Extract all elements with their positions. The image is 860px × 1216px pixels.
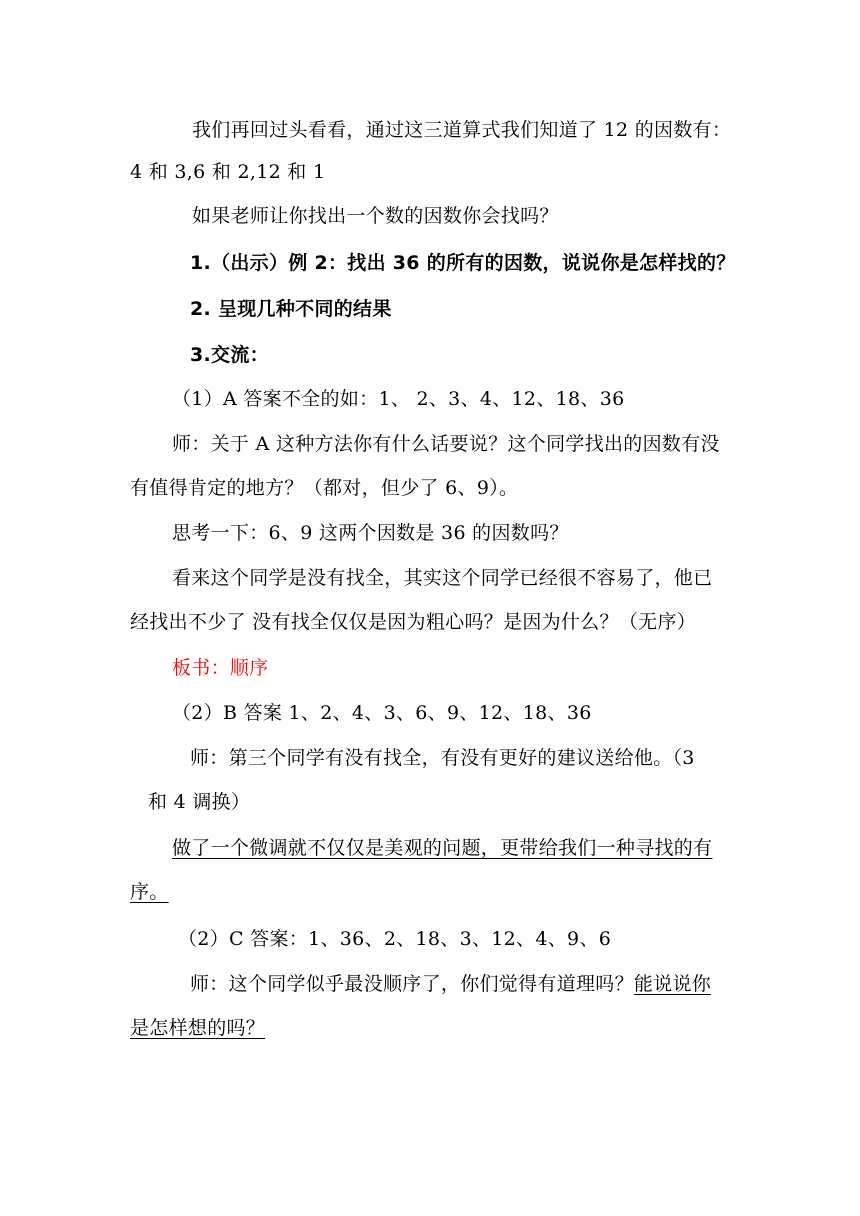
paragraph-line: 师：关于 A 这种方法你有什么话要说？这个同学找出的因数有没: [172, 433, 720, 455]
paragraph-line: 看来这个同学是没有找全，其实这个同学已经很不容易了，他已: [172, 567, 713, 589]
answer-line: （2）B 答案 1、2、4、3、6、9、12、18、36: [172, 702, 592, 724]
paragraph-line: [190, 972, 711, 996]
answer-line: （1）A 答案不全的如：1、 2、3、4、12、18、36: [172, 388, 625, 410]
paragraph-line: 我们再回过头看看，通过这三道算式我们知道了 12 的因数有：: [192, 119, 732, 141]
board-note: 板书：顺序: [172, 657, 269, 679]
underlined-question: 是怎样想的吗？: [130, 1017, 266, 1039]
paragraph-line: 如果老师让你找出一个数的因数你会找吗？: [192, 205, 559, 227]
underlined-question: 能说说你: [633, 973, 712, 995]
paragraph-line: 师：第三个同学有没有找全，有没有更好的建议送给他。（3: [190, 747, 695, 769]
step-heading: 2. 呈现几种不同的结果: [190, 298, 392, 320]
underlined-note: 序。: [130, 881, 169, 903]
teacher-question-text: 师：这个同学似乎最没顺序了，你们觉得有道理吗？: [190, 973, 634, 995]
paragraph-line: 和 4 调换）: [148, 791, 251, 813]
paragraph-line: 经找出不少了 没有找全仅仅是因为粗心吗？是因为什么？（无序）: [130, 611, 697, 633]
paragraph-line: 思考一下：6、9 这两个因数是 36 的因数吗？: [172, 522, 569, 544]
step-heading: 1.（出示）例 2：找出 36 的所有的因数，说说你是怎样找的？: [190, 252, 736, 274]
answer-line: （2）C 答案：1、36、2、18、3、12、4、9、6: [178, 928, 612, 950]
paragraph-line: 有值得肯定的地方？（都对，但少了 6、9）。: [130, 477, 519, 499]
step-heading: 3.交流：: [190, 344, 269, 366]
underlined-note: 做了一个微调就不仅仅是美观的问题，更带给我们一种寻找的有: [172, 837, 713, 859]
paragraph-line: 4 和 3,6 和 2,12 和 1: [130, 161, 326, 183]
